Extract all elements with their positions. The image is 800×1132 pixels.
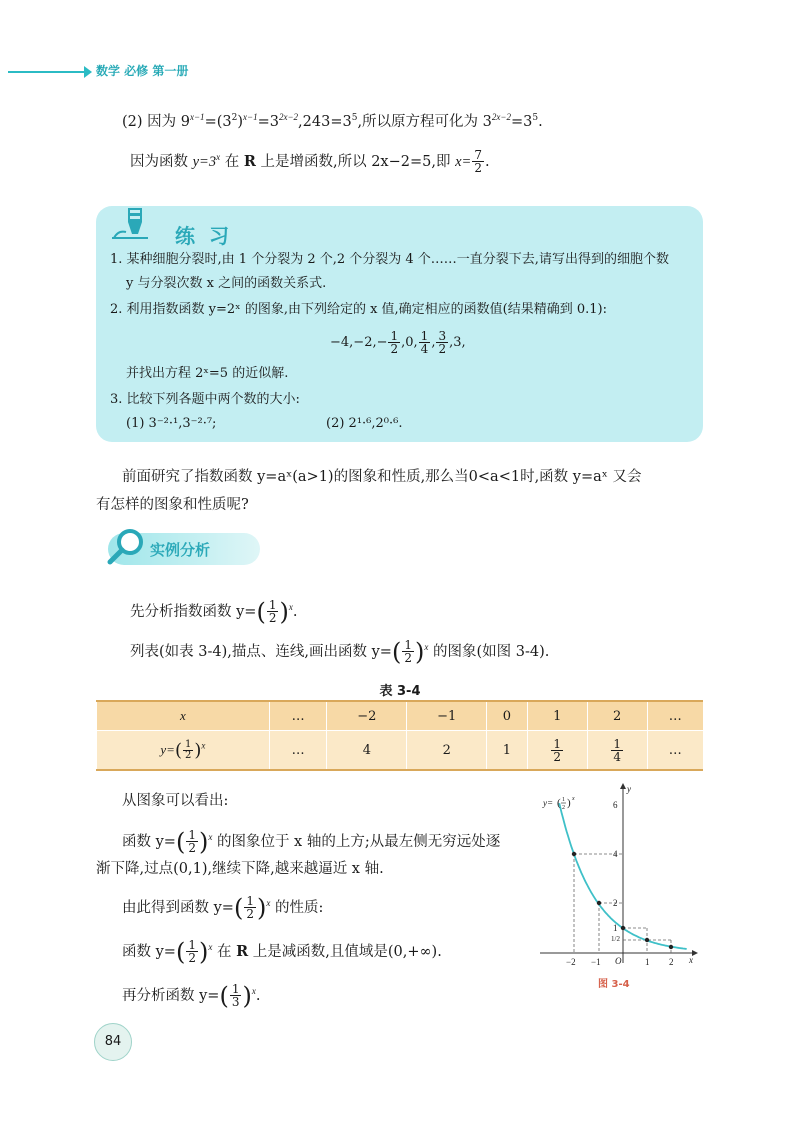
exercise-q2: 2. 利用指数函数 y=2ˣ 的图象,由下列给定的 x 值,确定相应的函数值(结果精确到 0.1): bbox=[110, 302, 608, 317]
body-p3: 从图象可以看出: bbox=[122, 793, 229, 809]
function-label-exp: x bbox=[572, 796, 575, 802]
point-1-half bbox=[645, 938, 649, 942]
function-label-num: 1 bbox=[562, 797, 565, 803]
table-cell: … bbox=[647, 701, 703, 731]
intro-line-2: 有怎样的图象和性质呢? bbox=[96, 497, 249, 513]
y-axis-label: y bbox=[627, 784, 631, 794]
point-neg2-4 bbox=[572, 852, 576, 856]
origin-label: O bbox=[615, 956, 622, 966]
pen-icon bbox=[108, 204, 160, 244]
y-tick-label: 1 bbox=[613, 923, 618, 933]
figure-graph bbox=[535, 778, 710, 973]
exercise-q1-cont: y 与分裂次数 x 之间的函数关系式. bbox=[126, 276, 327, 291]
y-tick-label-half: 1/2 bbox=[611, 935, 620, 943]
body-p6: 由此得到函数 y=( $\frac{1}{2}$ )$^x$ 的性质: bbox=[122, 893, 324, 922]
function-label: y= bbox=[543, 798, 554, 808]
table-cell: −1 bbox=[407, 701, 487, 731]
figure-caption: 图 3-4 bbox=[598, 979, 630, 990]
body-p7: 函数 y=( $\frac{1}{2}$ )$^x$ 在 R 上是减函数,且值域是(0,+∞). bbox=[122, 937, 442, 966]
body-p2: 列表(如表 3-4),描点、连线,画出函数 y=( $\frac{1}{2}$ )$^x$ 的图象(如图 3-4). bbox=[130, 637, 550, 666]
table-cell: … bbox=[647, 731, 703, 771]
exercise-q2-cont: 并找出方程 2ˣ=5 的近似解. bbox=[126, 366, 289, 381]
function-label-paren-open: ( bbox=[557, 797, 561, 809]
x-tick-label: −2 bbox=[566, 957, 576, 967]
solution-line-1: (2) 因为 $9^{x-1}=(3^2)^{x-1}=3^{2x-2},243=3^5$,所以原方程可化为 $3^{2x-2}=3^5$. bbox=[122, 112, 543, 130]
x-axis-label: x bbox=[689, 955, 693, 965]
x-tick-label: 2 bbox=[669, 957, 674, 967]
table-caption: 表 3-4 bbox=[379, 684, 421, 699]
function-label-paren-close: ) bbox=[567, 797, 571, 809]
exercise-q3-part2: (2) 2¹·⁶,2⁰·⁶. bbox=[326, 416, 403, 431]
example-banner-label: 实例分析 bbox=[150, 541, 211, 559]
table-cell: $\frac{1}{2}$ bbox=[527, 731, 587, 771]
table-cell: x bbox=[97, 701, 270, 731]
table-row bbox=[97, 701, 704, 731]
value-table bbox=[96, 700, 703, 771]
exercise-q1: 1. 某种细胞分裂时,由 1 个分裂为 2 个,2 个分裂为 4 个……一直分裂下去,请写出得到的细胞个数 bbox=[110, 252, 669, 267]
point-neg1-2 bbox=[597, 901, 601, 905]
exercise-q2-values: −4,−2,− $\frac{1}{2}$ ,0, $\frac{1}{4}$ , $\frac{3}{2}$ ,3, bbox=[330, 329, 466, 356]
table-cell: 1 bbox=[487, 731, 528, 771]
header-rule bbox=[8, 71, 88, 73]
point-0-1 bbox=[621, 926, 625, 930]
breadcrumb: 数学 必修 第一册 bbox=[96, 64, 189, 78]
exercise-q3-part1: (1) 3⁻²·¹,3⁻²·⁷; bbox=[126, 416, 217, 431]
page-number: 84 bbox=[94, 1023, 132, 1061]
function-label-den: 2 bbox=[562, 805, 565, 811]
exercise-q3: 3. 比较下列各题中两个数的大小: bbox=[110, 392, 300, 407]
table-cell: 1 bbox=[527, 701, 587, 731]
x-tick-label: −1 bbox=[591, 957, 601, 967]
point-2-quarter bbox=[669, 945, 673, 949]
x-tick-label: 1 bbox=[645, 957, 650, 967]
magnifier-icon bbox=[104, 524, 148, 568]
body-p8: 再分析函数 y=( $\frac{1}{3}$ )$^x$. bbox=[122, 981, 261, 1010]
table-cell: 2 bbox=[407, 731, 487, 771]
body-p5: 渐下降,过点(0,1),继续下降,越来越逼近 x 轴. bbox=[96, 861, 384, 877]
solution-line-2: 因为函数 $y=3^x$ 在 R 上是增函数,所以 2x−2=5,即 x= $\frac{7}{2}$ . bbox=[130, 148, 490, 176]
table-cell: y=( $\frac{1}{2}$ )$^x$ bbox=[97, 731, 270, 771]
y-tick-label: 6 bbox=[613, 800, 618, 810]
table-cell: … bbox=[269, 701, 327, 731]
table-cell: −2 bbox=[327, 701, 407, 731]
y-tick-label: 2 bbox=[613, 898, 618, 908]
exercise-title: 练习 bbox=[175, 224, 243, 248]
header-arrow-icon bbox=[84, 66, 92, 78]
table-row bbox=[97, 731, 704, 771]
table-cell: 0 bbox=[487, 701, 528, 731]
table-cell: 2 bbox=[587, 701, 647, 731]
body-p1: 先分析指数函数 y=( $\frac{1}{2}$ )$^x$. bbox=[130, 597, 298, 626]
table-cell: … bbox=[269, 731, 327, 771]
body-p4: 函数 y=( $\frac{1}{2}$ )$^x$ 的图象位于 x 轴的上方;从最左侧无穷远处逐 bbox=[122, 827, 501, 856]
table-cell: 4 bbox=[327, 731, 407, 771]
y-tick-label: 4 bbox=[613, 849, 618, 859]
table-cell: $\frac{1}{4}$ bbox=[587, 731, 647, 771]
intro-line-1: 前面研究了指数函数 y=aˣ(a>1)的图象和性质,那么当0<a<1时,函数 y=aˣ 又会 bbox=[122, 469, 642, 485]
